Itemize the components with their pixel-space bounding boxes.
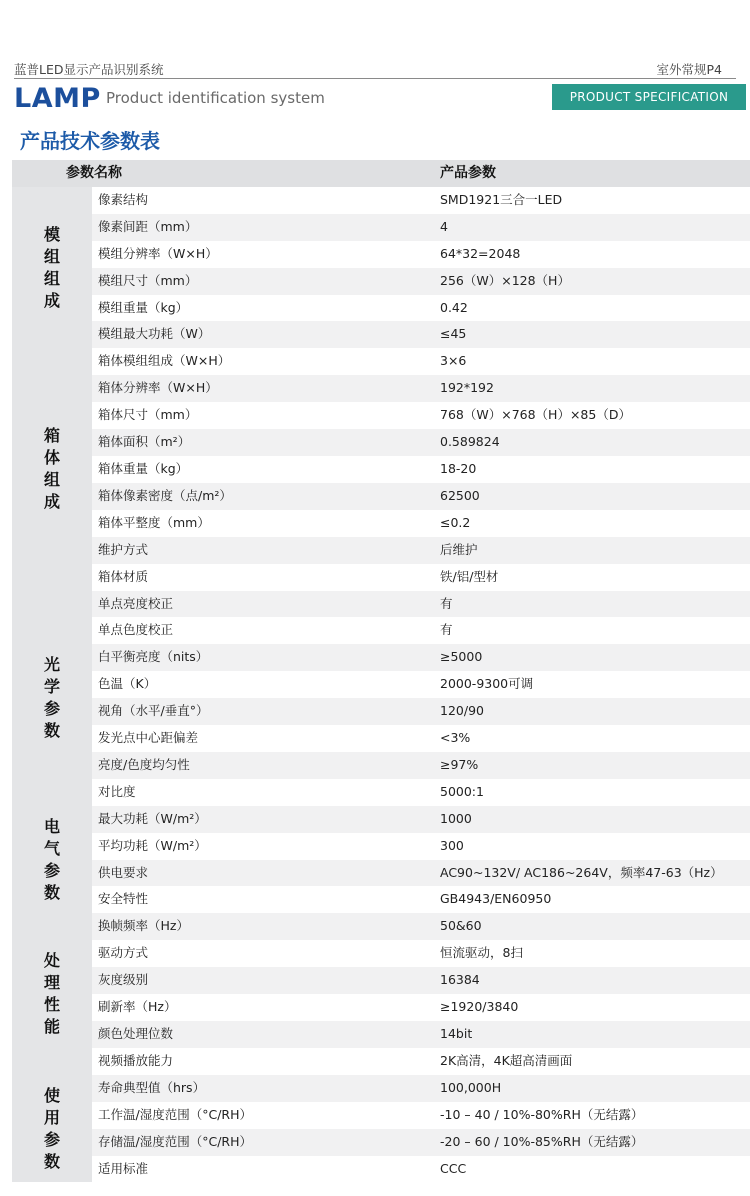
param-value: 3×6 bbox=[440, 353, 467, 369]
param-value: 0.42 bbox=[440, 299, 468, 315]
param-name: 安全特性 bbox=[98, 891, 149, 907]
table-row bbox=[12, 214, 750, 241]
param-value: 16384 bbox=[434, 967, 750, 994]
param-name: 像素结构 bbox=[98, 191, 149, 207]
param-name: 箱体分辨率（W×H） bbox=[92, 375, 434, 402]
param-value: <3% bbox=[440, 730, 471, 746]
param-name: 寿命典型值（hrs） bbox=[92, 1075, 434, 1102]
spec-table-body bbox=[12, 187, 750, 1183]
table-row bbox=[12, 1102, 750, 1129]
param-name: 刷新率（Hz） bbox=[98, 999, 177, 1015]
param-name: 箱体面积（m²） bbox=[92, 429, 434, 456]
param-value: 铁/铝/型材 bbox=[440, 568, 499, 584]
group-label bbox=[12, 806, 92, 914]
param-name: 模组分辨率（W×H） bbox=[98, 245, 218, 261]
param-value: 64*32=2048 bbox=[440, 245, 521, 261]
table-row bbox=[12, 1048, 750, 1075]
param-name: 颜色处理位数 bbox=[92, 1021, 434, 1048]
page-title: 产品技术参数表 bbox=[20, 129, 160, 153]
param-name: 色温（K） bbox=[98, 676, 157, 692]
param-value: 1000 bbox=[434, 806, 750, 833]
param-value: 有 bbox=[434, 591, 750, 618]
param-name: 箱体像素密度（点/m²） bbox=[92, 483, 434, 510]
lamp-logo: LAMP bbox=[14, 83, 101, 114]
param-name: 箱体模组组成（W×H） bbox=[98, 353, 231, 369]
logo-tagline: Product identification system bbox=[106, 89, 325, 107]
table-row bbox=[12, 779, 750, 806]
group-label-text: 处理性能 bbox=[43, 951, 60, 1037]
table-row bbox=[12, 833, 750, 860]
param-name: 维护方式 bbox=[92, 537, 434, 564]
param-name: 模组重量（kg） bbox=[98, 299, 189, 315]
table-row bbox=[12, 913, 750, 940]
param-value: 768（W）×768（H）×85（D） bbox=[440, 407, 631, 423]
param-value: SMD1921三合一LED bbox=[440, 191, 563, 207]
param-name: 亮度/色度均匀性 bbox=[92, 752, 434, 779]
table-row bbox=[12, 725, 750, 752]
table-row bbox=[12, 1021, 750, 1048]
system-name: 蓝普LED显示产品识别系统 bbox=[14, 62, 164, 77]
param-value: 后维护 bbox=[434, 537, 750, 564]
spec-table bbox=[12, 160, 750, 1182]
param-value: AC90~132V/ AC186~264V，频率47-63（Hz） bbox=[434, 860, 750, 887]
table-row bbox=[12, 537, 750, 564]
table-row bbox=[12, 860, 750, 887]
table-row bbox=[12, 1075, 750, 1102]
param-value: 192*192 bbox=[434, 375, 750, 402]
param-name: 视角（水平/垂直°） bbox=[92, 698, 434, 725]
param-value: 恒流驱动，8扫 bbox=[440, 945, 523, 961]
param-value: 100,000H bbox=[434, 1075, 750, 1102]
table-row bbox=[12, 967, 750, 994]
product-model: 室外常规P4 bbox=[656, 62, 722, 77]
group-label bbox=[12, 913, 92, 1074]
param-value: 14bit bbox=[434, 1021, 750, 1048]
table-row bbox=[12, 510, 750, 537]
param-name: 视频播放能力 bbox=[98, 1052, 174, 1068]
param-value: 0.589824 bbox=[434, 429, 750, 456]
param-value: ≥1920/3840 bbox=[440, 999, 519, 1015]
table-row bbox=[12, 295, 750, 322]
table-row bbox=[12, 752, 750, 779]
param-value: ≥5000 bbox=[434, 644, 750, 671]
group-label bbox=[12, 1075, 92, 1183]
product-specification-banner: PRODUCT SPECIFICATION bbox=[552, 84, 746, 110]
param-value: GB4943/EN60950 bbox=[440, 891, 552, 907]
param-name: 换帧频率（Hz） bbox=[92, 913, 434, 940]
table-row bbox=[12, 644, 750, 671]
param-value: 18-20 bbox=[440, 460, 477, 476]
column-header-name: 参数名称 bbox=[12, 160, 434, 187]
group-label-text: 模组组成 bbox=[43, 224, 60, 310]
param-name: 工作温/湿度范围（°C/RH） bbox=[98, 1106, 252, 1122]
param-name: 箱体材质 bbox=[98, 568, 149, 584]
param-value: ≤45 bbox=[434, 321, 750, 348]
param-name: 适用标准 bbox=[98, 1160, 149, 1176]
table-header-row bbox=[12, 160, 750, 187]
param-value: 5000:1 bbox=[440, 783, 484, 799]
param-value: 50&60 bbox=[434, 913, 750, 940]
param-value: 62500 bbox=[434, 483, 750, 510]
table-row bbox=[12, 348, 750, 375]
group-label bbox=[12, 187, 92, 348]
param-value: ≤0.2 bbox=[440, 514, 471, 530]
param-name: 供电要求 bbox=[92, 860, 434, 887]
param-name: 箱体平整度（mm） bbox=[98, 514, 210, 530]
table-row bbox=[12, 671, 750, 698]
table-row bbox=[12, 1129, 750, 1156]
param-name: 最大功耗（W/m²） bbox=[92, 806, 434, 833]
table-row bbox=[12, 241, 750, 268]
param-name: 平均功耗（W/m²） bbox=[98, 837, 207, 853]
param-value: 256（W）×128（H） bbox=[434, 268, 750, 295]
param-name: 存储温/湿度范围（°C/RH） bbox=[92, 1129, 434, 1156]
param-value: ≥97% bbox=[434, 752, 750, 779]
table-row bbox=[12, 321, 750, 348]
table-row bbox=[12, 698, 750, 725]
param-value: -10 – 40 / 10%-80%RH（无结露） bbox=[440, 1106, 644, 1122]
param-name: 箱体重量（kg） bbox=[98, 460, 189, 476]
param-value: 有 bbox=[440, 622, 453, 638]
group-label bbox=[12, 591, 92, 806]
table-row bbox=[12, 994, 750, 1021]
param-value: 4 bbox=[434, 214, 750, 241]
table-row bbox=[12, 940, 750, 967]
param-name: 模组尺寸（mm） bbox=[92, 268, 434, 295]
param-name: 箱体尺寸（mm） bbox=[98, 407, 198, 423]
param-name: 灰度级别 bbox=[92, 967, 434, 994]
param-value: 2000-9300可调 bbox=[440, 676, 534, 692]
param-value: -20 – 60 / 10%-85%RH（无结露） bbox=[434, 1129, 750, 1156]
page-header bbox=[0, 0, 750, 80]
table-row bbox=[12, 187, 750, 214]
group-label-text: 光学参数 bbox=[43, 655, 60, 741]
table-row bbox=[12, 268, 750, 295]
param-name: 单点色度校正 bbox=[98, 622, 174, 638]
param-value: 2K高清，4K超高清画面 bbox=[440, 1052, 573, 1068]
table-row bbox=[12, 429, 750, 456]
table-row bbox=[12, 591, 750, 618]
param-name: 单点亮度校正 bbox=[92, 591, 434, 618]
param-name: 驱动方式 bbox=[98, 945, 149, 961]
param-value: 120/90 bbox=[434, 698, 750, 725]
group-label-text: 箱体组成 bbox=[43, 426, 60, 512]
header-divider bbox=[14, 78, 736, 79]
param-name: 发光点中心距偏差 bbox=[98, 730, 199, 746]
table-row bbox=[12, 456, 750, 483]
column-header-value: 产品参数 bbox=[434, 160, 750, 187]
table-row bbox=[12, 886, 750, 913]
table-row bbox=[12, 617, 750, 644]
param-name: 模组最大功耗（W） bbox=[92, 321, 434, 348]
param-name: 白平衡亮度（nits） bbox=[92, 644, 434, 671]
table-row bbox=[12, 375, 750, 402]
table-row bbox=[12, 806, 750, 833]
table-row bbox=[12, 564, 750, 591]
param-value: 300 bbox=[440, 837, 464, 853]
param-value: CCC bbox=[440, 1160, 467, 1176]
table-row bbox=[12, 402, 750, 429]
group-label-text: 使用参数 bbox=[43, 1085, 60, 1171]
param-name: 像素间距（mm） bbox=[92, 214, 434, 241]
param-name: 对比度 bbox=[98, 783, 136, 799]
group-label bbox=[12, 348, 92, 590]
group-label-text: 电气参数 bbox=[43, 816, 60, 902]
table-row bbox=[12, 1156, 750, 1183]
table-row bbox=[12, 483, 750, 510]
